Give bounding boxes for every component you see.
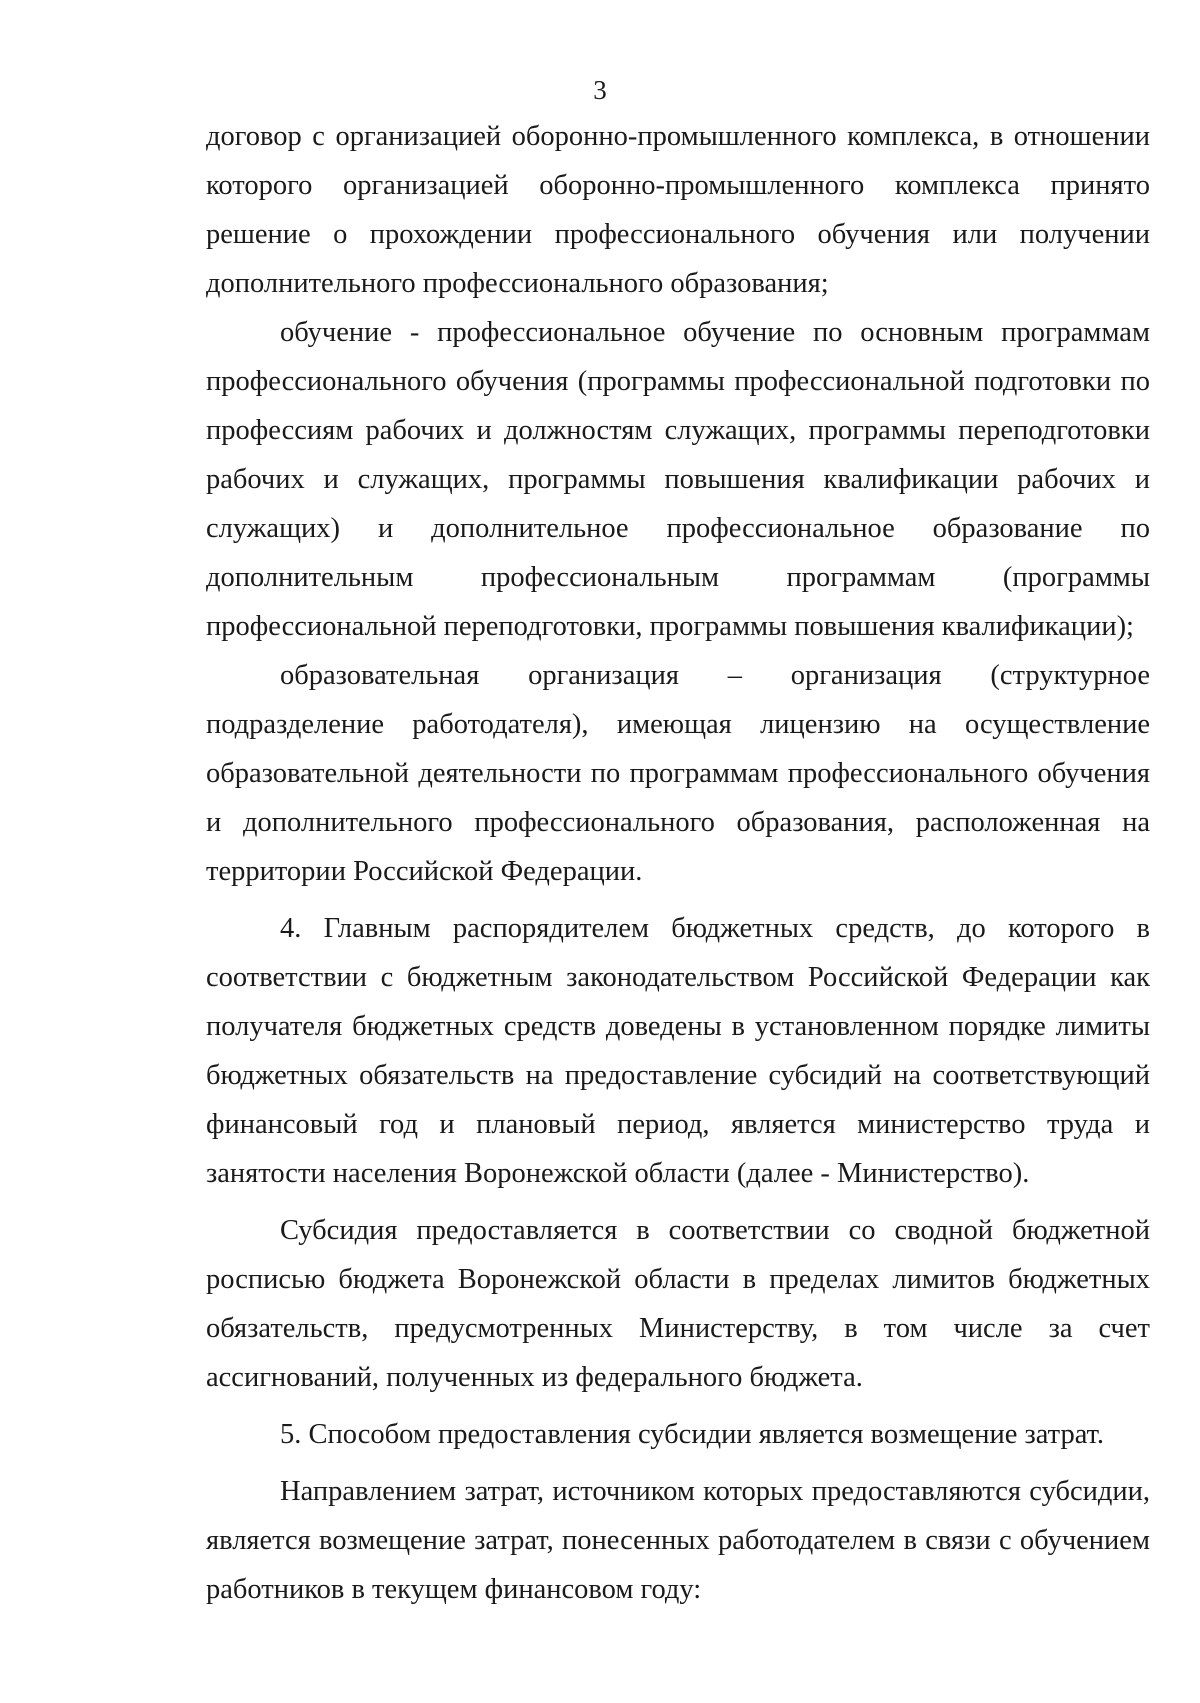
paragraph-subsidy-provision: Субсидия предоставляется в соответствии со сводной бюджетной росписью бюджета Воронежской области в пределах лимитов бюджетных обязательств, предусмотренных Министерству, в том числе за счет ассигнований, полученных из федерального бюджета. xyxy=(206,1215,1150,1393)
paragraph-contract-definition: договор с организацией оборонно-промышленного комплекса, в отношении которого организацией оборонно-промышленного комплекса принято решение о прохождении профессионального обучения или получении дополнительного профессионального образования; xyxy=(206,121,1150,299)
paragraph-item-4-main-budget-manager: 4. Главным распорядителем бюджетных средств, до которого в соответствии с бюджетным законодательством Российской Федерации как получателя бюджетных средств доведены в установленном порядке лимиты бюджетных обязательств на предоставление субсидий на соответствующий финансовый год и плановый период, является министерство труда и занятости населения Воронежской области (далее - Министерство). xyxy=(206,913,1150,1189)
page-number: 3 xyxy=(593,75,607,105)
document-body xyxy=(206,112,1150,1614)
paragraph-training-definition: обучение - профессиональное обучение по основным программам профессионального обучения (программы профессиональной подготовки по профессиям рабочих и должностям служащих, программы переподготовки рабочих и служащих, программы повышения квалификации рабочих и служащих) и дополнительное профессиональное образование по дополнительным профессиональным программам (программы профессиональной переподготовки, программы повышения квалификации); xyxy=(206,317,1150,642)
paragraph-cost-direction: Направлением затрат, источником которых предоставляются субсидии, является возмещение затрат, понесенных работодателем в связи с обучением работников в текущем финансовом году: xyxy=(206,1476,1150,1605)
paragraph-educational-organization-definition: образовательная организация – организация (структурное подразделение работодателя), имеющая лицензию на осуществление образовательной деятельности по программам профессионального обучения и дополнительного профессионального образования, расположенная на территории Российской Федерации. xyxy=(206,660,1150,887)
paragraph-item-5-provision-method: 5. Способом предоставления субсидии является возмещение затрат. xyxy=(280,1419,1105,1450)
